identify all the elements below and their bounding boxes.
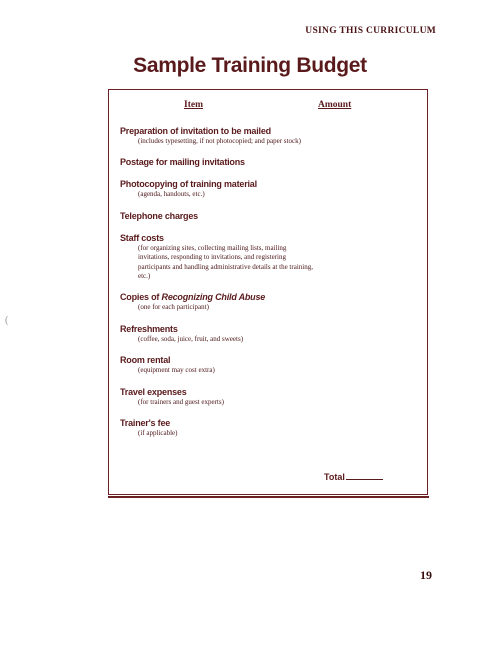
stray-mark: ( (5, 315, 9, 326)
amount-column-header: Amount (318, 100, 352, 110)
page-number: 19 (420, 568, 432, 582)
budget-entry (120, 387, 410, 407)
entry-label: Trainer's fee (120, 418, 171, 429)
budget-box (108, 89, 428, 495)
budget-entry (120, 179, 410, 199)
entry-label: Telephone charges (120, 210, 198, 221)
budget-entry (120, 157, 410, 168)
book-title: Recognizing Child Abuse (161, 292, 266, 303)
entry-note: (agenda, handouts, etc.) (138, 190, 205, 199)
budget-entry (120, 126, 410, 146)
entry-note: (equipment may cost extra) (138, 366, 215, 375)
budget-entry (120, 324, 410, 344)
entry-label: Postage for mailing invitations (120, 157, 245, 168)
entry-note: (if applicable) (138, 429, 178, 438)
entry-label: Room rental (120, 355, 171, 366)
budget-entry (120, 211, 410, 222)
entry-label: Photocopying of training material (120, 179, 257, 190)
page-title: Sample Training Budget (133, 54, 367, 77)
item-column-header: Item (184, 100, 203, 110)
budget-entry (120, 292, 410, 312)
entry-label (120, 292, 410, 303)
budget-entries (120, 126, 410, 438)
total-field (324, 471, 383, 482)
total-blank-line (346, 471, 383, 480)
running-head: USING THIS CURRICULUM (305, 26, 436, 36)
entry-note: (for trainers and guest experts) (138, 397, 224, 406)
budget-entry (120, 355, 410, 375)
entry-label: Travel expenses (120, 386, 187, 397)
entry-label-prefix: Copies of (120, 292, 162, 303)
entry-label: Refreshments (120, 323, 178, 334)
entry-note: (one for each participant) (138, 303, 209, 312)
entry-note: (for organizing sites, collecting mailing lists, mailing invitations, responding to invitations, and registering participants and handling administrative details at the training, etc.) (138, 243, 313, 281)
entry-label: Staff costs (120, 232, 164, 243)
entry-label: Preparation of invitation to be mailed (120, 126, 271, 136)
total-label: Total (324, 472, 345, 482)
entry-note: (includes typesetting, if not photocopied; and paper stock) (138, 137, 301, 145)
budget-entry (120, 418, 410, 438)
entry-note: (coffee, soda, juice, fruit, and sweets) (138, 334, 244, 343)
budget-entry (120, 233, 410, 282)
